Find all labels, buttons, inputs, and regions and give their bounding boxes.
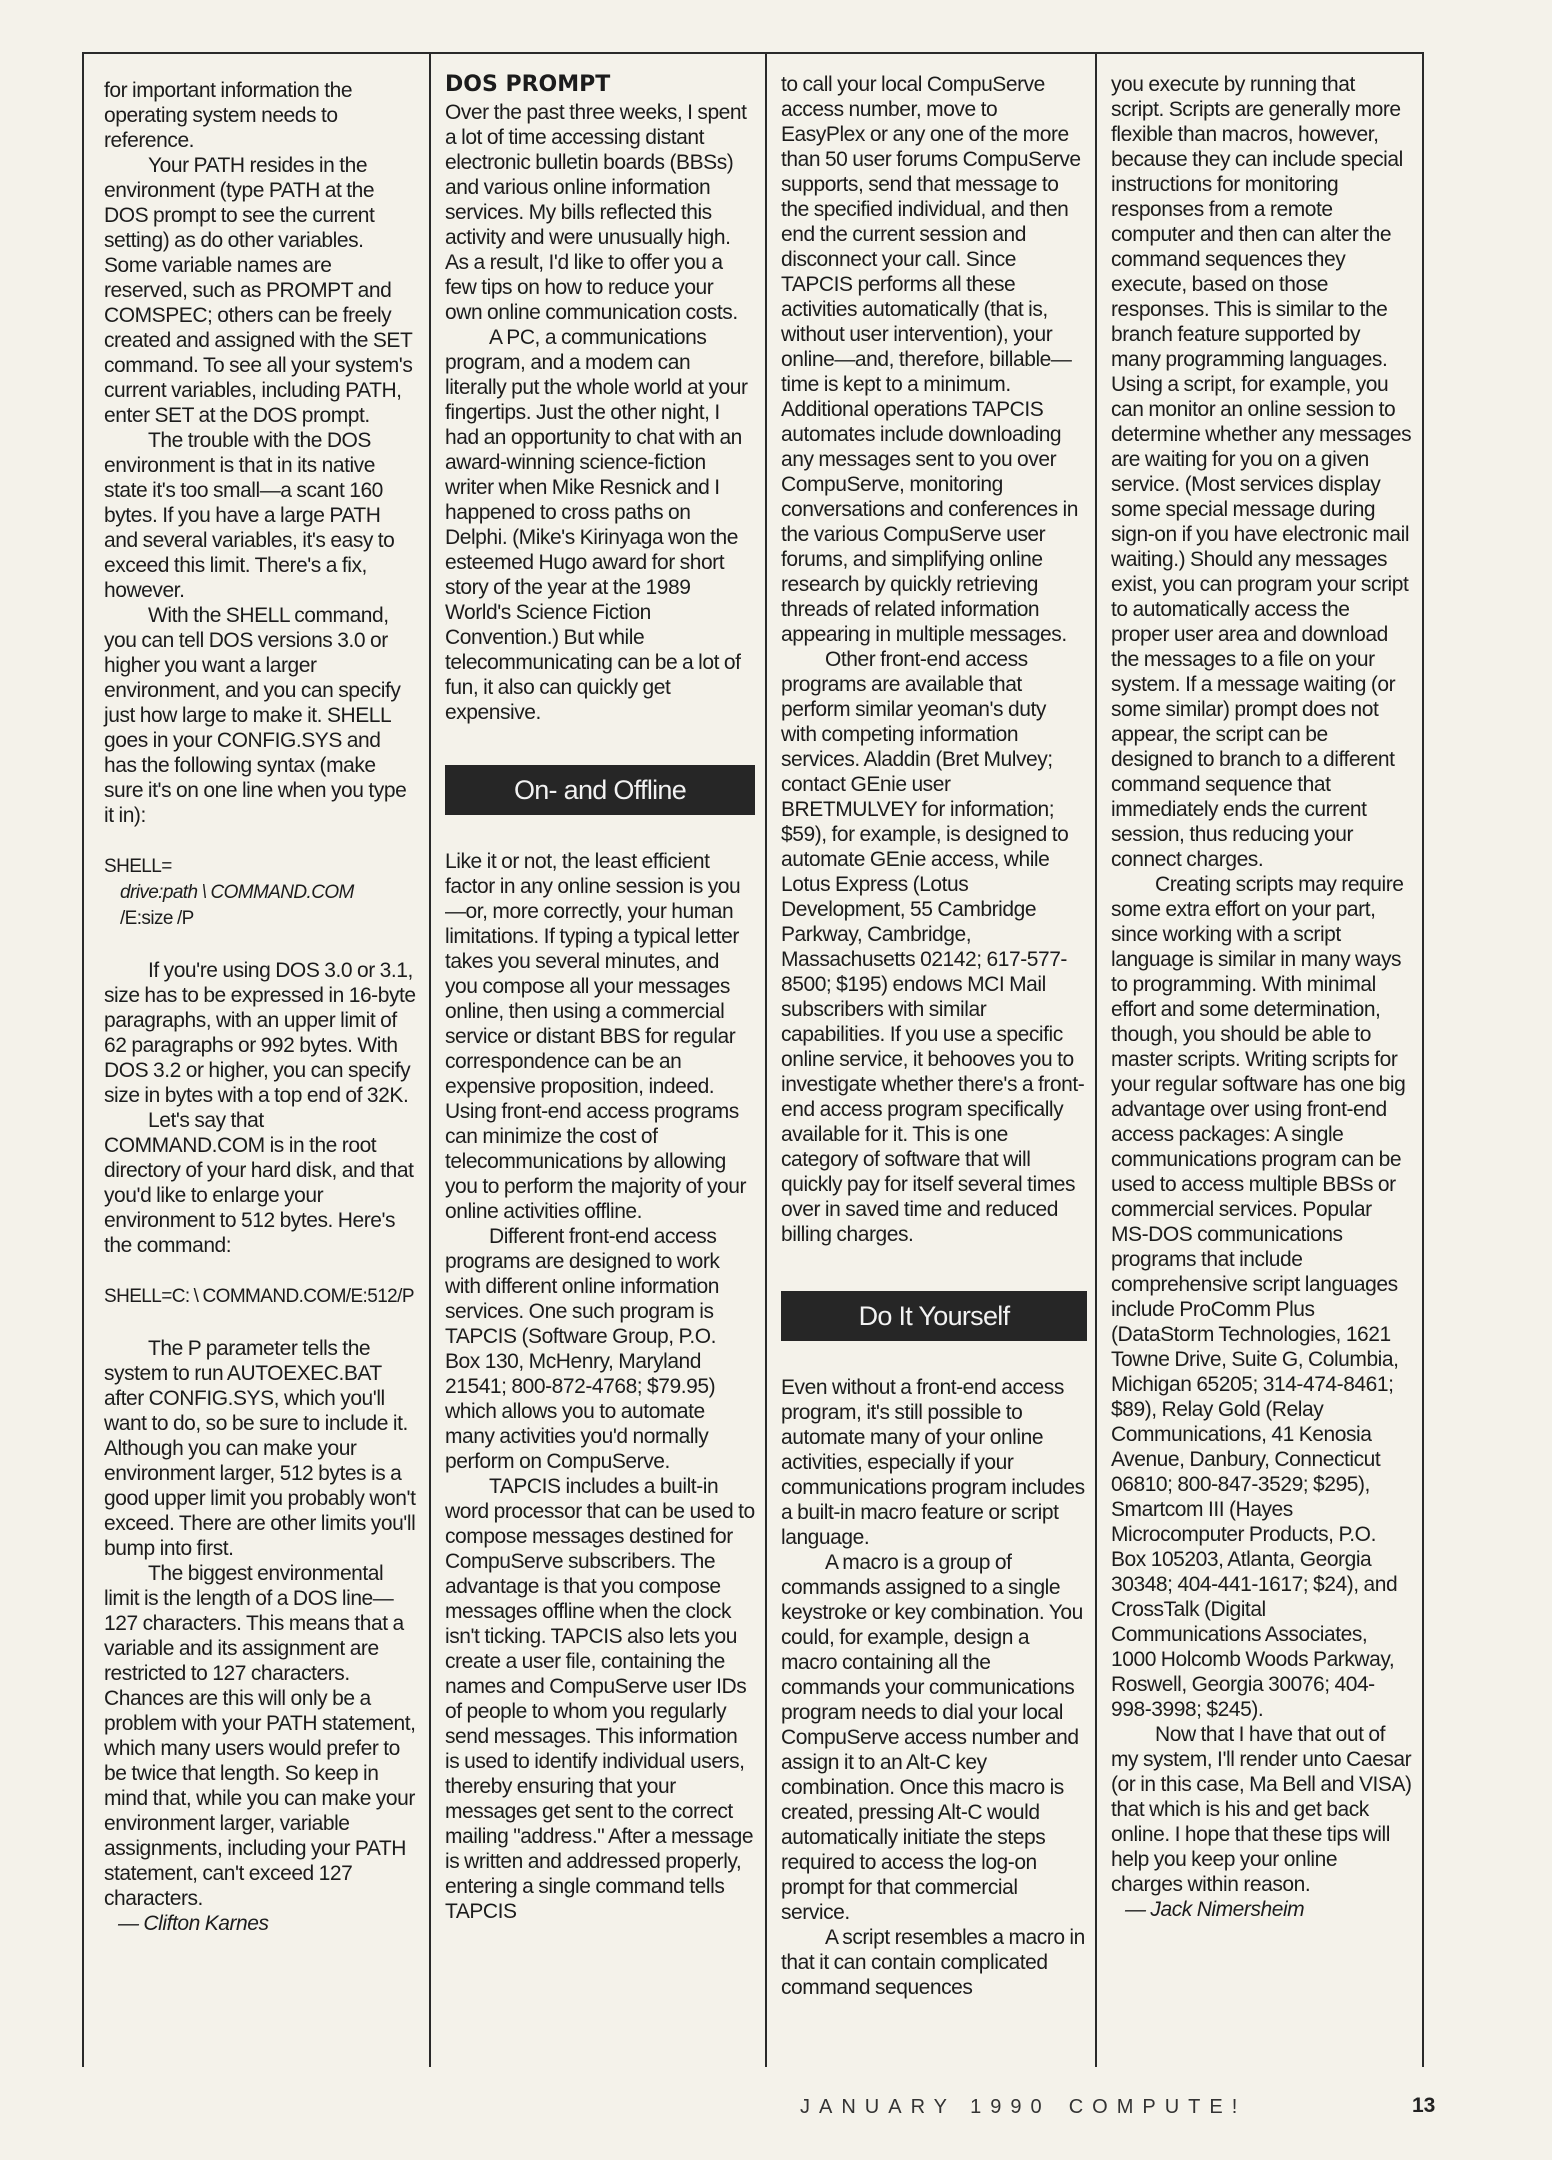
paragraph: Over the past three weeks, I spent a lot of time accessing distant electronic bulletin boards (BBSs) and various online information services. My bills reflected this activity and were unusually high. As a result, I'd like to offer you a few tips on how to reduce your own online communication costs.: [445, 101, 747, 324]
paragraph: If you're using DOS 3.0 or 3.1, size has to be expressed in 16-byte paragraphs, with an upper limit of 62 paragraphs or 992 bytes. With DOS 3.2 or higher, you can specify size in bytes with a top end of 32K.: [104, 959, 416, 1107]
paragraph: Even without a front-end access program, it's still possible to automate many of your online activities, especially if your communications program includes a built-in macro feature or script language.: [781, 1376, 1085, 1549]
paragraph: Creating scripts may require some extra effort on your part, since working with a script language is similar in many ways to programming. With minimal effort and some determination, though, you should be able to master scripts. Writing scripts for your regular software has one big advantage over using front-end access packages: A single communications program can be used to access multiple BBSs or commercial services. Popular MS-DOS communications programs that include comprehensive script languages include ProComm Plus (DataStorm Technologies, 1621 Towne Drive, Suite G, Columbia, Michigan 65205; 314-474-8461; $89), Relay Gold (Relay Communications, 41 Kenosia Avenue, Danbury, Connecticut 06810; 800-847-3529; $295), Smartcom III (Hayes Microcomputer Products, P.O. Box 105203, Atlanta, Georgia 30348; 404-441-1617; $24), and CrossTalk (Digital Communications Associates, 1000 Holcomb Woods Parkway, Roswell, Georgia 30076; 404-998-3998; $245).: [1111, 873, 1406, 1721]
paragraph: Now that I have that out of my system, I'll render unto Caesar (or in this case, Ma Bell and VISA) that which is his and get back online. I hope that these tips will help you keep your online charges within reason.: [1111, 1723, 1412, 1896]
col4-body: [1111, 72, 1412, 1897]
col2-intro: [445, 100, 755, 725]
column-4: [1095, 52, 1424, 2067]
author-signature: — Clifton Karnes: [118, 1912, 269, 1935]
paragraph: TAPCIS includes a built-in word processor that can be used to compose messages destined for CompuServe subscribers. The advantage is that you compose messages offline when the clock isn't ticking. TAPCIS also lets you create a user file, containing the names and CompuServe user IDs of people to whom you regularly send messages. This information is used to identify individual users, thereby ensuring that your messages get sent to the correct mailing "address." After a message is written and addressed properly, entering a single command tells TAPCIS: [445, 1475, 755, 1923]
col1-intro: [104, 78, 417, 828]
page-number: 13: [1412, 2094, 1436, 2117]
paragraph: The biggest environmental limit is the length of a DOS line—127 characters. This means that a variable and its assignment are restricted to 127 characters. Chances are this will only be a problem with your PATH statement, which many users would prefer to be twice that length. So keep in mind that, while you can make your environment larger, variable assignments, including your PATH statement, can't exceed 127 characters.: [104, 1562, 416, 1910]
paragraph: A script resembles a macro in that it can contain complicated command sequences: [781, 1926, 1085, 1999]
column-1: [82, 52, 429, 2067]
paragraph: Like it or not, the least efficient factor in any online session is you—or, more correctly, your human limitations. If typing a typical letter takes you several minutes, and you compose all your messages online, then using a commercial service or distant BBS for regular correspondence can be an expensive proposition, indeed. Using front-end access programs can minimize the cost of telecommunications by allowing you to perform the majority of your online activities offline.: [445, 850, 747, 1223]
column-3: [765, 52, 1095, 2067]
paragraph: The P parameter tells the system to run AUTOEXEC.BAT after CONFIG.SYS, which you'll want to do, so be sure to include it. Although you can make your environment larger, 512 bytes is a good upper limit you probably won't exceed. There are other limits you'll bump into first.: [104, 1337, 416, 1560]
section-heading: DOS PROMPT: [445, 72, 611, 97]
issue-date: JANUARY 1990: [800, 2096, 1051, 2118]
column-2: [429, 52, 765, 2067]
col3-intro: [781, 72, 1085, 1247]
paragraph: for important information the operating system needs to reference.: [104, 79, 353, 152]
code-line-text: drive:path \ COMMAND.COM: [120, 882, 354, 903]
page-footer: [800, 2096, 1246, 2119]
code-line: [104, 880, 417, 906]
col2-body: [445, 849, 755, 1924]
col1-end: [104, 1336, 417, 1911]
subheading-bar: Do It Yourself: [781, 1291, 1087, 1341]
code-line: SHELL=: [104, 856, 172, 877]
magazine-name: COMPUTE!: [1068, 2096, 1247, 2118]
subheading-bar: On- and Offline: [445, 765, 755, 815]
paragraph: you execute by running that script. Scripts are generally more flexible than macros, however, because they can include special instructions for monitoring responses from a remote computer and then can alter the command sequences they execute, based on those responses. This is similar to the branch feature supported by many programming languages. Using a script, for example, you can monitor an online session to determine whether any messages are waiting for you on a given service. (Most services display some special message during sign-on if you have electronic mail waiting.) Should any messages exist, you can program your script to automatically access the proper user area and download the messages to a file on your system. If a message waiting (or some similar) prompt does not appear, the script can be designed to branch to a different command sequence that immediately ends the current session, thus reducing your connect charges.: [1111, 73, 1412, 871]
paragraph: A PC, a communications program, and a modem can literally put the whole world at your fingertips. Just the other night, I had an opportunity to chat with an award-winning science-fiction writer when Mike Resnick and I happened to cross paths on Delphi. (Mike's Kirinyaga won the esteemed Hugo award for short story of the year at the 1989 World's Science Fiction Convention.) But while telecommunicating can be a lot of fun, it also can quickly get expensive.: [445, 326, 748, 724]
paragraph: Other front-end access programs are available that perform similar yeoman's duty with competing information services. Aladdin (Bret Mulvey; contact GEnie user BRETMULVEY for information; $59), for example, is designed to automate GEnie access, while Lotus Express (Lotus Development, 55 Cambridge Parkway, Cambridge, Massachusetts 02142; 617-577-8500; $195) endows MCI Mail subscribers with similar capabilities. If you use a specific online service, it behooves you to investigate whether there's a front-end access program specifically available for it. This is one category of software that will quickly pay for itself several times over in saved time and reduced billing charges.: [781, 648, 1085, 1246]
shell-command-code: SHELL=C: \ COMMAND.COM/E:512/P: [104, 1286, 414, 1307]
paragraph: Different front-end access programs are designed to work with different online information services. One such program is TAPCIS (Software Group, P.O. Box 130, McHenry, Maryland 21541; 800-872-4768; $79.95) which allows you to automate many activities you'd normally perform on CompuServe.: [445, 1225, 720, 1473]
col3-body: [781, 1375, 1085, 2000]
paragraph: to call your local CompuServe access number, move to EasyPlex or any one of the more than 50 user forums CompuServe supports, send that message to the specified individual, and then end the current session and disconnect your call. Since TAPCIS performs all these activities automatically (that is, without user intervention), your online—and, therefore, billable—time is kept to a minimum. Additional operations TAPCIS automates include downloading any messages sent to you over CompuServe, monitoring conversations and conferences in the various CompuServe user forums, and simplifying online research by quickly retrieving threads of related information appearing in multiple messages.: [781, 73, 1081, 646]
paragraph: Let's say that COMMAND.COM is in the root directory of your hard disk, and that you'd like to enlarge your environment to 512 bytes. Here's the command:: [104, 1109, 414, 1257]
paragraph: With the SHELL command, you can tell DOS versions 3.0 or higher you want a larger environment, and you can specify just how large to make it. SHELL goes in your CONFIG.SYS and has the following syntax (make sure it's on one line when you type it in):: [104, 604, 407, 827]
paragraph: A macro is a group of commands assigned to a single keystroke or key combination. You could, for example, design a macro containing all the commands your communications program needs to dial your local CompuServe access number and assign it to an Alt-C key combination. Once this macro is created, pressing Alt-C would automatically initiate the steps required to access the log-on prompt for that commercial service.: [781, 1551, 1083, 1924]
col1-middle: [104, 958, 417, 1258]
paragraph: Your PATH resides in the environment (type PATH at the DOS prompt to see the current setting) as do other variables. Some variable names are reserved, such as PROMPT and COMSPEC; others can be freely created and assigned with the SET command. To see all your system's current variables, including PATH, enter SET at the DOS prompt.: [104, 154, 413, 427]
paragraph: The trouble with the DOS environment is that in its native state it's too small—a scant 160 bytes. If you have a large PATH and several variables, it's easy to exceed this limit. There's a fix, however.: [104, 429, 395, 602]
shell-syntax-code: [104, 854, 417, 932]
author-signature: — Jack Nimersheim: [1125, 1898, 1305, 1921]
code-line: /E:size /P: [120, 908, 194, 929]
